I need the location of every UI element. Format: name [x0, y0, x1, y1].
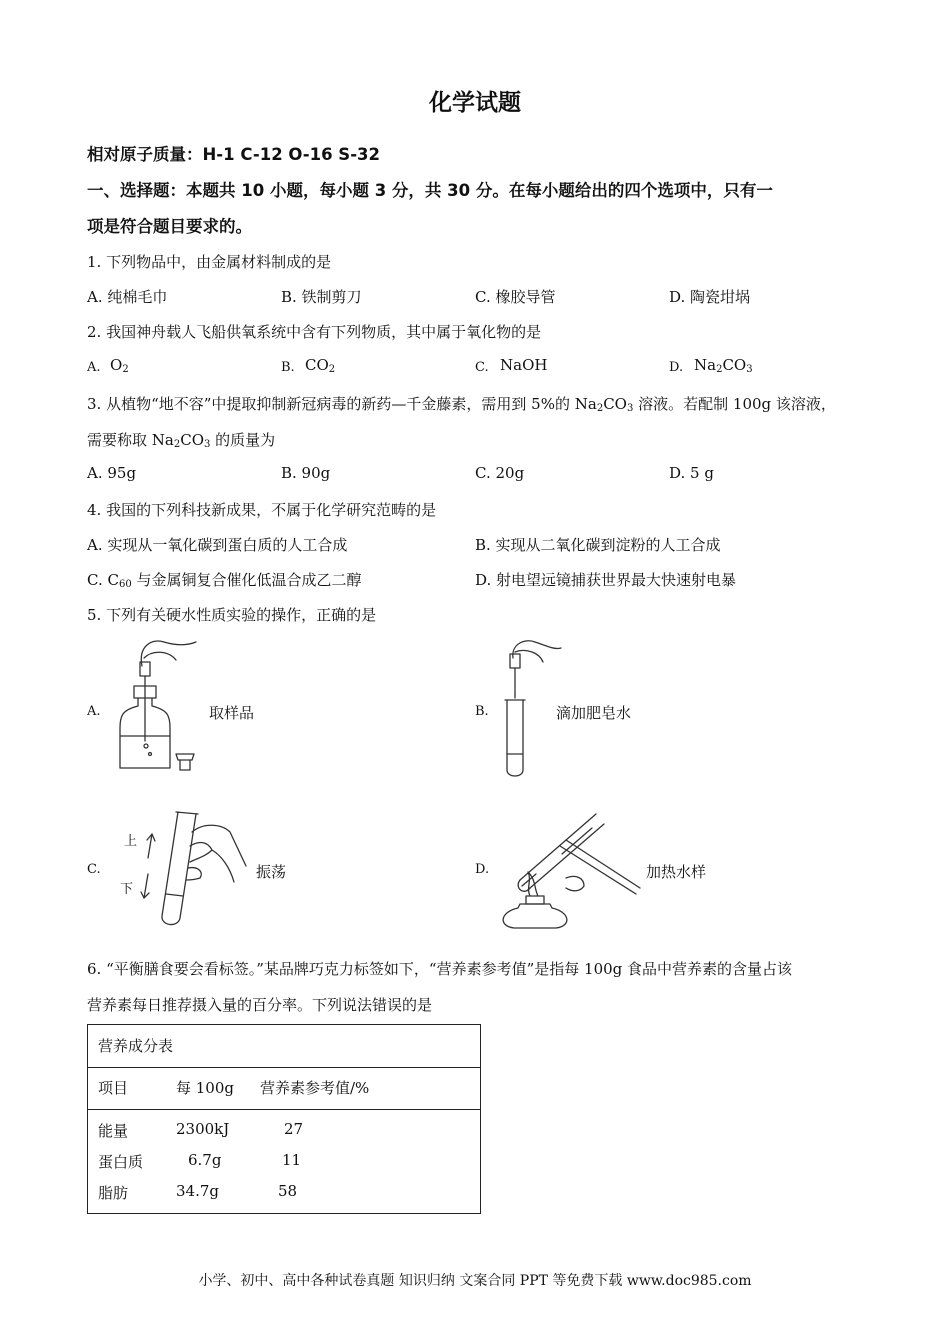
q2-letter-d: D. [669, 360, 684, 375]
table-row-fat-value: 34.7g [176, 1182, 220, 1200]
q5-stem: 5. 下列有关硬水性质实验的操作，正确的是 [87, 606, 377, 624]
q4-option-a: A. 实现从一氧化碳到蛋白质的人工合成 [87, 536, 348, 554]
q2-formula-c: NaOH [500, 356, 548, 374]
section-heading-line2: 项是符合题目要求的。 [87, 217, 252, 236]
nutrition-table [87, 1024, 481, 1214]
alcohol-lamp-heating-figure [500, 802, 645, 930]
q1-option-c: C. 橡胶导管 [475, 288, 556, 306]
table-header-nrv: 营养素参考值/% [260, 1079, 370, 1097]
q1-stem: 1. 下列物品中，由金属材料制成的是 [87, 253, 332, 271]
q3-option-d: D. 5 g [669, 464, 714, 482]
q5-caption-a: 取样品 [209, 704, 255, 722]
q2-formula-a: $O_2$ [110, 356, 129, 375]
q6-stem-line1: 6. “平衡膳食要会看标签。”某品牌巧克力标签如下，“营养素参考值”是指每 100g 食品中营养素的含量占该 [87, 960, 793, 978]
q4-option-b: B. 实现从二氧化碳到淀粉的人工合成 [475, 536, 721, 554]
q1-option-b: B. 铁制剪刀 [281, 288, 362, 306]
q5-letter-a: A. [87, 704, 101, 719]
page-footer: 小学、初中、高中各种试卷真题 知识归纳 文案合同 PPT 等免费下载 www.doc985.com [198, 1273, 752, 1289]
q2-letter-a: A. [87, 360, 101, 375]
q5-letter-b: B. [475, 704, 489, 719]
q2-letter-b: B. [281, 360, 295, 375]
q2-stem: 2. 我国神舟载人飞船供氧系统中含有下列物质，其中属于氧化物的是 [87, 323, 542, 341]
reagent-bottle-figure [112, 636, 202, 776]
table-row-energy-name: 能量 [98, 1122, 129, 1140]
q1-option-a: A. 纯棉毛巾 [87, 288, 168, 306]
q5-caption-d: 加热水样 [646, 863, 707, 881]
q5-letter-d: D. [475, 862, 490, 877]
q3-option-c: C. 20g [475, 464, 525, 482]
table-row-energy-value: 2300kJ [176, 1120, 230, 1138]
table-row-protein-nrv: 11 [282, 1151, 302, 1169]
q6-stem-line2: 营养素每日推荐摄入量的百分率。下列说法错误的是 [87, 996, 433, 1014]
q4-option-c: C. $C_{60}$ 与金属铜复合催化低温合成乙二醇 [87, 571, 362, 590]
q2-formula-b: $CO_2$ [305, 356, 336, 375]
down-label: 下 [120, 882, 134, 897]
q3-option-a: A. 95g [87, 464, 137, 482]
table-row-protein-name: 蛋白质 [98, 1153, 144, 1171]
atomic-mass-note: 相对原子质量：H-1 C-12 O-16 S-32 [87, 145, 381, 164]
q1-option-d: D. 陶瓷坩埚 [669, 288, 751, 306]
q2-letter-c: C. [475, 360, 489, 375]
q3-option-b: B. 90g [281, 464, 331, 482]
shaking-tube-figure [140, 806, 250, 931]
table-header-item: 项目 [98, 1079, 129, 1097]
table-row-protein-value: 6.7g [188, 1151, 222, 1169]
q4-option-d: D. 射电望远镜捕获世界最大快速射电暴 [475, 571, 737, 589]
page-title: 化学试题 [429, 90, 521, 116]
q2-formula-d: $Na_2CO_3$ [694, 356, 753, 375]
table-row-fat-nrv: 58 [278, 1182, 298, 1200]
q3-stem: 3. 从植物“地不容”中提取抑制新冠病毒的新药—千金藤素，需用到 5%的 $Na_2CO_3$ 溶液。若配制 100g 该溶液， [87, 395, 836, 414]
table-row-fat-name: 脂肪 [98, 1184, 129, 1202]
q3-stem-line2: 需要称取 $Na_2CO_3$ 的质量为 [87, 431, 276, 450]
section-heading-line1: 一、选择题：本题共 10 小题，每小题 3 分，共 30 分。在每小题给出的四个选项中，只有一 [87, 181, 773, 200]
q5-letter-c: C. [87, 862, 101, 877]
test-tube-dropper-figure [495, 636, 565, 781]
table-row-energy-nrv: 27 [284, 1120, 304, 1138]
table-title: 营养成分表 [98, 1037, 174, 1055]
q4-stem: 4. 我国的下列科技新成果，不属于化学研究范畴的是 [87, 501, 437, 519]
table-header-per100g: 每 100g [176, 1079, 235, 1097]
q5-caption-c: 振荡 [256, 863, 287, 881]
q5-caption-b: 滴加肥皂水 [556, 704, 632, 722]
up-label: 上 [124, 834, 138, 849]
